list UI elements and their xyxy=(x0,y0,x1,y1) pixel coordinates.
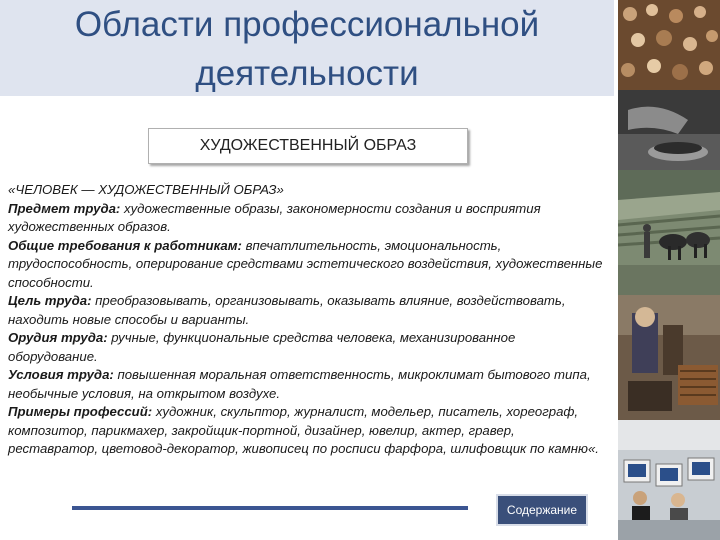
requirements-label: Общие требования к работникам: xyxy=(8,237,242,253)
goal-label: Цель труда: xyxy=(8,293,92,308)
content-heading: «ЧЕЛОВЕК — ХУДОЖЕСТВЕННЫЙ ОБРАЗ» xyxy=(8,182,284,197)
tools-label: Орудия труда: xyxy=(8,330,108,345)
goal-text: преобразовывать, организовывать, оказывать влияние, воздействовать, находить новые способы и варианты. xyxy=(8,293,566,327)
tools-text: ручные, функциональные средства человека, механизированное оборудование. xyxy=(8,330,516,364)
subtitle-box: ХУДОЖЕСТВЕННЫЙ ОБРАЗ xyxy=(148,128,468,164)
divider-line xyxy=(72,506,468,510)
slide-title-line-1: Области профессиональной xyxy=(74,5,540,44)
requirements-text: впечатлительность, эмоциональность, трудоспособность, оперирование средствами эстетического воздействия, художественные способности. xyxy=(8,237,603,290)
slide-title-line-2: деятельности xyxy=(195,54,419,93)
workshop-photo xyxy=(618,295,720,420)
subject-text: художественные образы, закономерности создания и восприятия художественных образов. xyxy=(8,200,541,234)
conditions-text: повышенная моральная ответственность, микроклимат бытового типа, необычные условия, на открытом воздухе. xyxy=(8,367,591,401)
conditions-paragraph xyxy=(8,366,608,403)
subject-label: Предмет труда: xyxy=(8,200,121,216)
slide-title xyxy=(0,0,614,98)
crowd-photo xyxy=(618,0,720,90)
examples-paragraph xyxy=(8,403,608,459)
photo-collage xyxy=(618,0,720,540)
tools-paragraph xyxy=(8,329,608,366)
examples-text: художник, скульптор, журналист, модельер, писатель, хореограф, композитор, парикмахер, закройщик-портной, дизайнер, ювелир, актер, гравер, реставратор, цветовод-декоратор, живописец по росписи фарфора, шлифовщик по камню«. xyxy=(8,404,599,456)
subject-paragraph xyxy=(8,200,608,237)
requirements-paragraph xyxy=(8,237,608,293)
body-text xyxy=(8,181,608,459)
hands-bowl-photo xyxy=(618,90,720,170)
field-plough-photo xyxy=(618,170,720,295)
computer-class-photo xyxy=(618,420,720,540)
conditions-label: Условия труда: xyxy=(8,367,114,382)
goal-paragraph xyxy=(8,292,608,329)
examples-label: Примеры профессий: xyxy=(8,404,153,419)
contents-button[interactable]: Содержание xyxy=(498,496,586,524)
